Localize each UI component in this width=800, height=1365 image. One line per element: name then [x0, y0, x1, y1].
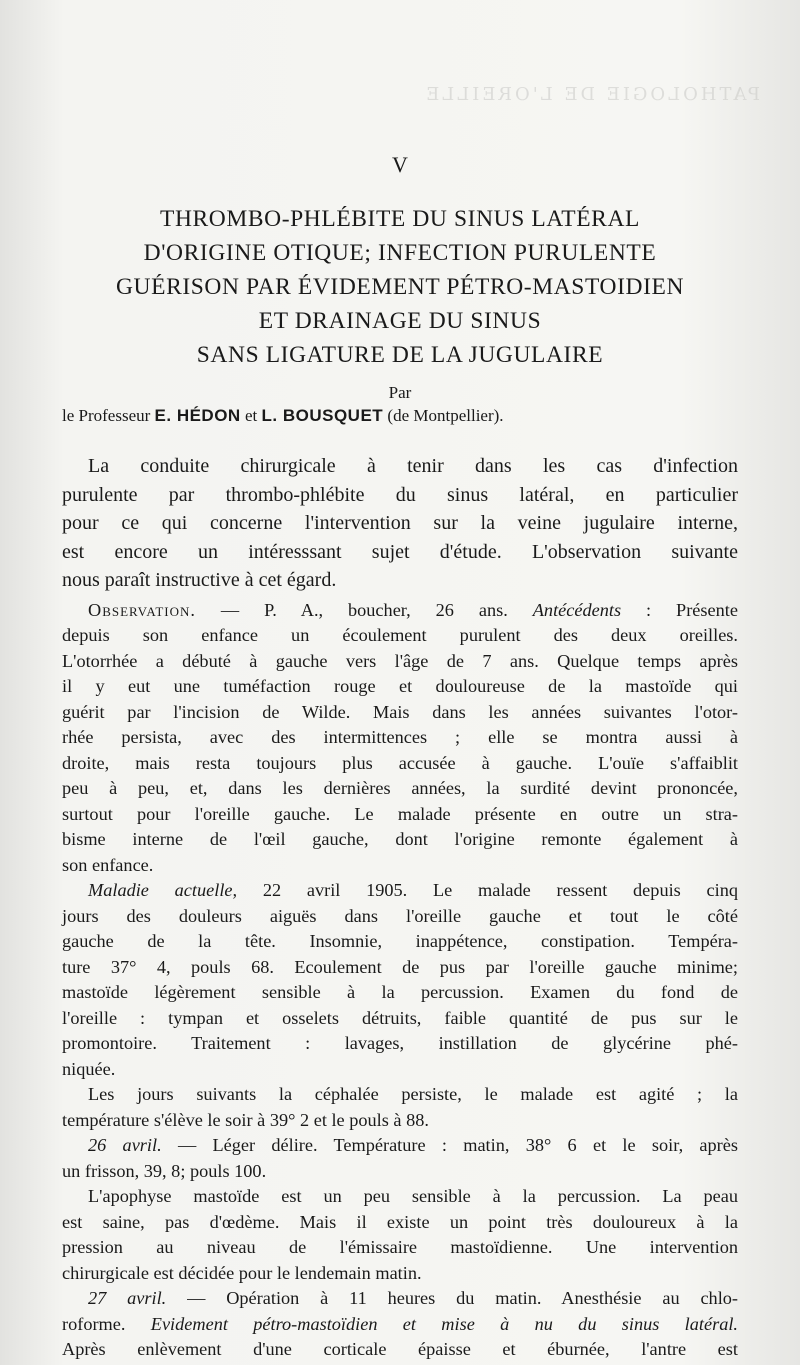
byline-par: Par: [388, 383, 412, 402]
avril26-text: — Léger délire. Température : matin, 38° 6 et le soir, après: [177, 1135, 738, 1155]
text-line: guérit par l'incision de Wilde. Mais dans les années suivantes l'otor-: [62, 701, 738, 722]
avril26-label: 26 avril.: [88, 1135, 162, 1155]
text-line: est saine, pas d'œdème. Mais il existe un point très douloureux à la: [62, 1211, 738, 1232]
byline-prefix: le Professeur: [62, 406, 151, 425]
author-hedon: E. HÉDON: [154, 406, 241, 425]
antecedents-label: Antécédents: [532, 599, 622, 620]
article-title: [60, 202, 740, 372]
text-line: nous paraît instructive à cet égard.: [62, 569, 337, 591]
title-line: ET DRAINAGE DU SINUS: [258, 308, 542, 334]
text-line: chirurgicale est décidée pour le lendemain matin.: [62, 1262, 422, 1283]
author-affiliation: (de Montpellier).: [387, 406, 504, 425]
text-line: promontoire. Traitement : lavages, instillation de glycérine phé-: [62, 1033, 738, 1053]
byline: [62, 406, 742, 426]
text-line: L'apophyse mastoïde est un peu sensible à la percussion. La peau: [88, 1186, 738, 1206]
text-line: pression au niveau de l'émissaire mastoïdienne. Une intervention: [62, 1237, 738, 1257]
text-line: mastoïde légèrement sensible à la percussion. Examen du fond de: [62, 982, 738, 1002]
section-number: V: [392, 152, 408, 177]
text-line: bisme interne de l'œil gauche, dont l'origine remonte également à: [62, 829, 738, 849]
intro-paragraph: [62, 452, 738, 595]
title-line: D'ORIGINE OTIQUE; INFECTION PURULENTE: [143, 240, 657, 266]
text-line: jours des douleurs aiguës dans l'oreille gauche et tout le côté: [62, 905, 738, 926]
text-line: rhée persista, avec des intermittences ; elle se montra aussi à: [62, 727, 738, 747]
text-line: purulente par thrombo-phlébite du sinus latéral, en particulier: [62, 483, 738, 506]
bleed-through-text: PATHOLOGIE DE L'OREILLE: [423, 84, 760, 105]
title-line: GUÉRISON PAR ÉVIDEMENT PÉTRO-MASTOIDIEN: [115, 274, 685, 300]
avril27-second-line: [62, 1312, 738, 1338]
observation-tail: : Présente: [646, 599, 738, 620]
avril27-chloroforme: roforme.: [62, 1313, 126, 1334]
text-line: gauche de la tête. Insomnie, inappétence, constipation. Tempéra-: [62, 931, 738, 951]
avril27-text: — Opération à 11 heures du matin. Anesthésie au chlo-: [187, 1288, 739, 1308]
text-line: depuis son enfance un écoulement purulent des deux oreilles.: [62, 625, 738, 645]
text-line: surtout pour l'oreille gauche. Le malade présente en outre un stra-: [62, 803, 738, 824]
title-line: SANS LIGATURE DE LA JUGULAIRE: [196, 342, 604, 368]
text-line: l'oreille : tympan et osselets détruits, faible quantité de pus sur le: [62, 1007, 738, 1028]
avril27-procedure: Evidement pétro-mastoïdien et mise à nu du sinus latéral.: [150, 1313, 738, 1334]
text-line: La conduite chirurgicale à tenir dans les cas d'infection: [88, 455, 738, 477]
text-line: niquée.: [62, 1058, 116, 1079]
text-line: peu à peu, et, dans les dernières années, la surdité devint prononcée,: [62, 778, 738, 798]
avril27-first-line: [62, 1286, 738, 1312]
text-line: son enfance.: [62, 854, 154, 875]
observation-first-line: [62, 598, 738, 624]
text-line: droite, mais resta toujours plus accusée à gauche. L'ouïe s'affaiblit: [62, 752, 738, 773]
text-line: un frisson, 39, 8; pouls 100.: [62, 1160, 267, 1181]
observation-text: [62, 598, 738, 1363]
observation-patient: — P. A., boucher, 26 ans.: [220, 599, 508, 620]
maladie-date: 22 avril 1905. Le malade ressent depuis cinq: [262, 880, 738, 900]
article-body: [62, 452, 738, 1363]
byline-connector: et: [244, 406, 258, 425]
title-line: THROMBO-PHLÉBITE DU SINUS LATÉRAL: [159, 206, 640, 232]
text-line: il y eut une tuméfaction rouge et douloureuse de la mastoïde qui: [62, 676, 738, 696]
text-line: Après enlèvement d'une corticale épaisse et éburnée, l'antre est: [62, 1339, 738, 1359]
author-bousquet: L. BOUSQUET: [261, 406, 384, 425]
text-line: est encore un intéresssant sujet d'étude. L'observation suivante: [62, 540, 738, 563]
text-line: Les jours suivants la céphalée persiste, le malade est agité ; la: [88, 1084, 738, 1104]
maladie-first-line: [62, 878, 738, 904]
observation-label: Observation.: [88, 599, 196, 620]
maladie-label: Maladie actuelle,: [88, 880, 238, 900]
text-line: température s'élève le soir à 39° 2 et le pouls à 88.: [62, 1109, 429, 1130]
avril27-label: 27 avril.: [88, 1288, 167, 1308]
text-line: L'otorrhée a débuté à gauche vers l'âge de 7 ans. Quelque temps après: [62, 650, 738, 671]
text-line: pour ce qui concerne l'intervention sur la veine jugulaire interne,: [62, 512, 738, 534]
text-line: ture 37° 4, pouls 68. Ecoulement de pus par l'oreille gauche minime;: [62, 956, 738, 977]
avril26-first-line: [62, 1133, 738, 1159]
